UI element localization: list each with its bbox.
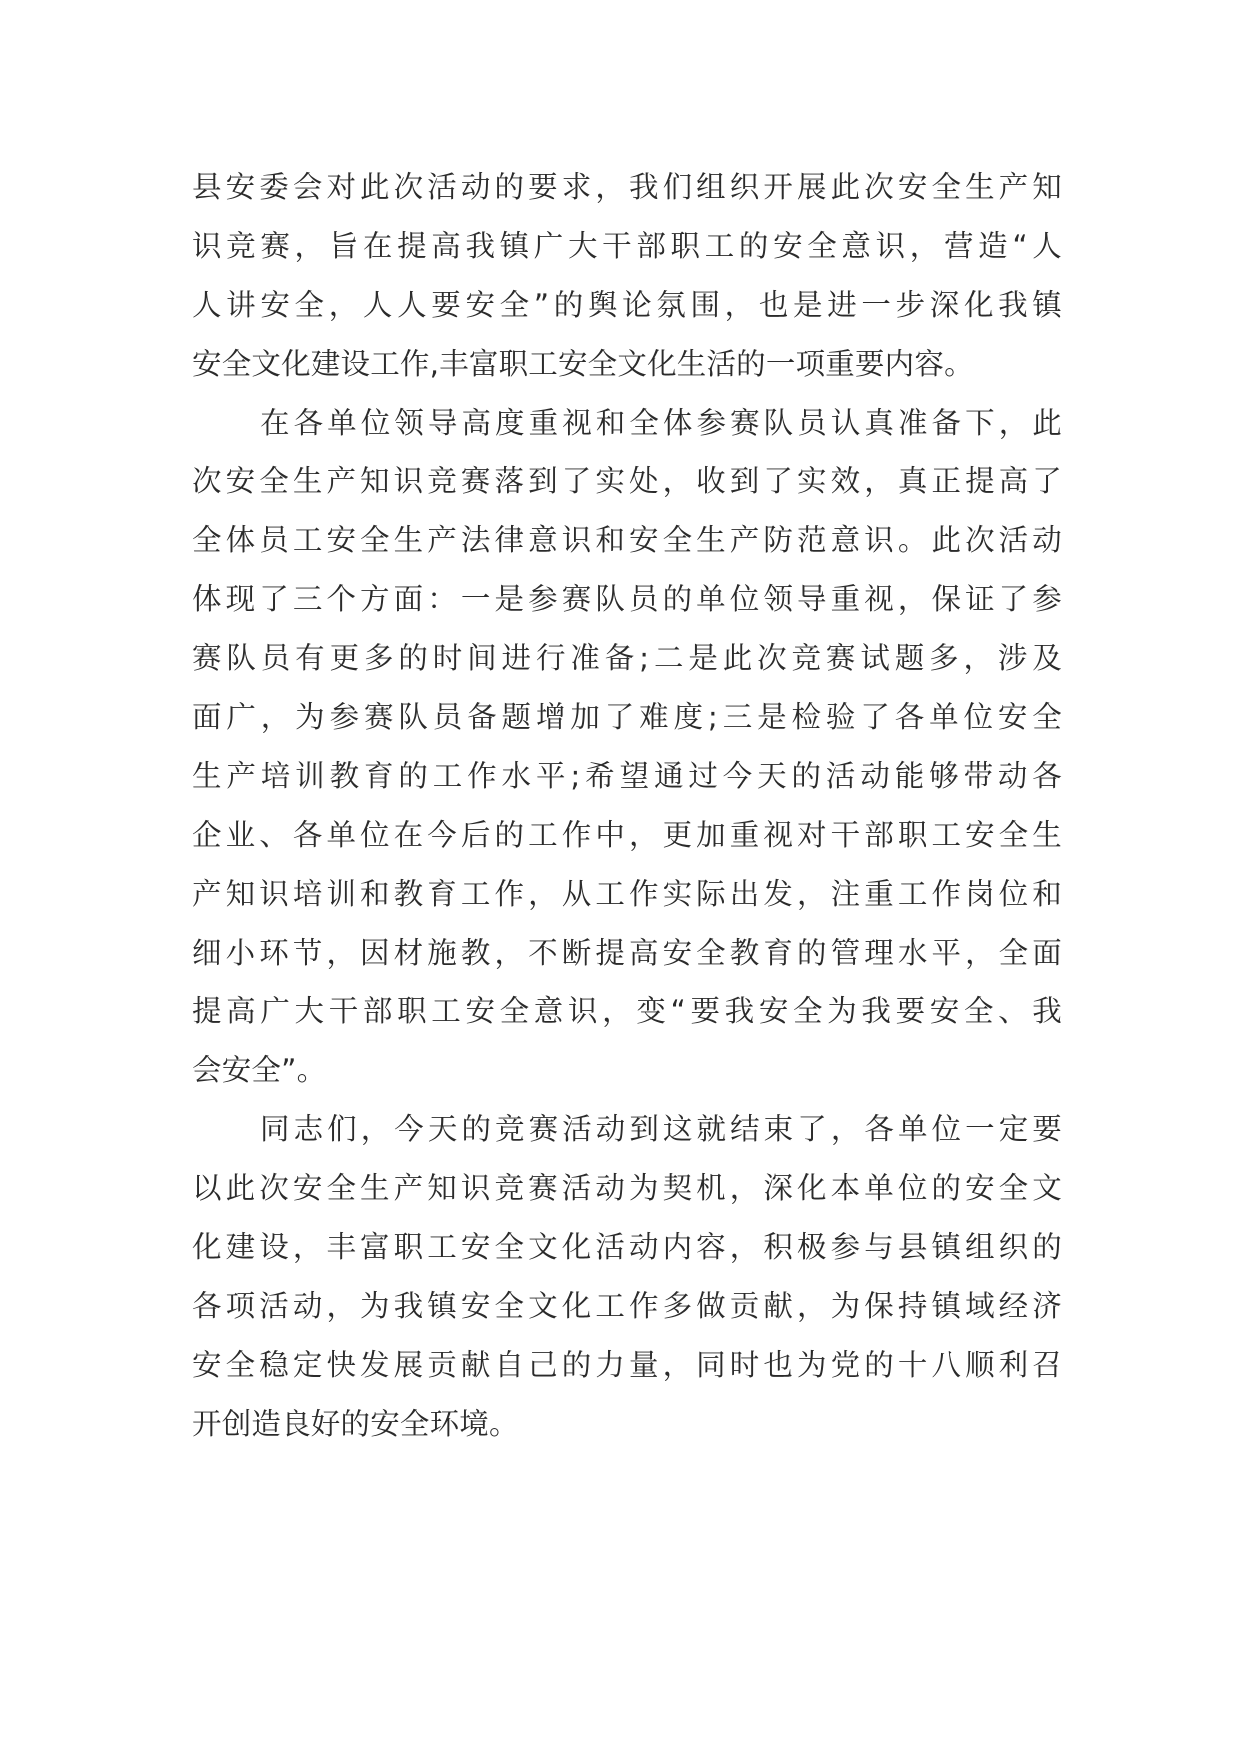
paragraph-3: [192, 1100, 1062, 1453]
text-line: 县安委会对此次活动的要求，我们组织开展此次安全生产知: [192, 170, 1062, 204]
text-line: 各项活动，为我镇安全文化工作多做贡献，为保持镇域经济: [192, 1288, 1062, 1323]
text-line: 在各单位领导高度重视和全体参赛队员认真准备下，此: [260, 405, 1062, 440]
text-line: 提高广大干部职工安全意识，变“要我安全为我要安全、我: [192, 994, 1062, 1029]
text-line: 安全稳定快发展贡献自己的力量，同时也为党的十八顺利召: [192, 1347, 1062, 1382]
paragraph-1: [192, 158, 1062, 394]
paragraph-2: [192, 394, 1062, 1101]
text-line: 企业、各单位在今后的工作中，更加重视对干部职工安全生: [192, 817, 1062, 852]
text-line: 产知识培训和教育工作，从工作实际出发，注重工作岗位和: [192, 876, 1062, 911]
text-line: 安全文化建设工作,丰富职工安全文化生活的一项重要内容。: [192, 346, 974, 381]
text-line: 生产培训教育的工作水平;希望通过今天的活动能够带动各: [192, 758, 1062, 793]
text-line: 体现了三个方面：一是参赛队员的单位领导重视，保证了参: [192, 582, 1062, 617]
text-line: 化建设，丰富职工安全文化活动内容，积极参与县镇组织的: [192, 1230, 1062, 1265]
text-line: 全体员工安全生产法律意识和安全生产防范意识。此次活动: [192, 523, 1062, 558]
text-line: 以此次安全生产知识竞赛活动为契机，深化本单位的安全文: [192, 1171, 1062, 1206]
text-line: 赛队员有更多的时间进行准备;二是此次竞赛试题多，涉及: [192, 641, 1062, 676]
text-line: 识竞赛，旨在提高我镇广大干部职工的安全意识，营造“人: [192, 228, 1062, 263]
text-line: 开创造良好的安全环境。: [192, 1406, 519, 1441]
body-text: [192, 158, 1062, 1454]
text-line: 面广，为参赛队员备题增加了难度;三是检验了各单位安全: [192, 700, 1062, 735]
text-line: 会安全”。: [192, 1053, 327, 1088]
text-line: 同志们，今天的竞赛活动到这就结束了，各单位一定要: [260, 1112, 1062, 1147]
text-line: 细小环节，因材施教，不断提高安全教育的管理水平，全面: [192, 935, 1062, 970]
text-line: 人讲安全，人人要安全”的舆论氛围，也是进一步深化我镇: [192, 287, 1062, 322]
text-line: 次安全生产知识竞赛落到了实处，收到了实效，真正提高了: [192, 464, 1062, 499]
